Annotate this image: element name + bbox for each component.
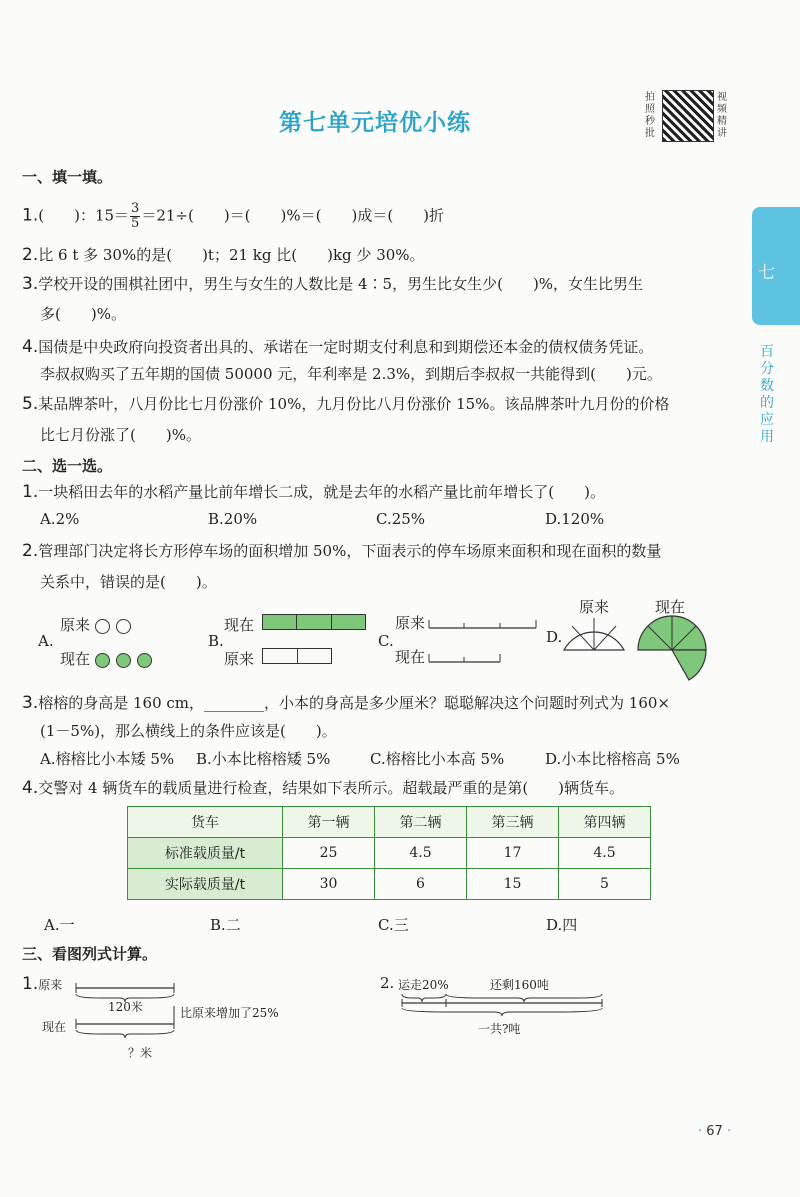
s2-q2-option-a[interactable]: A.	[38, 632, 54, 650]
option-b-orig-label: 原来	[224, 650, 255, 668]
s1-q1: 1.( )：15＝ $\frac{3}{5}$ ＝21÷( )＝( )%＝( )成＝( )折	[22, 201, 445, 231]
s2-q2-line2: 关系中，错误的是( )。	[40, 573, 217, 591]
option-d-orig-label: 原来	[579, 598, 610, 616]
s2-q2-option-b[interactable]: B.	[208, 632, 224, 650]
circle-empty-icon	[95, 619, 110, 634]
section-1-heading: 一、填一填。	[22, 168, 113, 186]
circle-filled-icon	[95, 653, 110, 668]
fraction: $\frac{3}{5}$	[131, 201, 140, 231]
option-c-now-line	[428, 648, 508, 666]
option-d-now-label: 现在	[655, 598, 686, 616]
s2-q4-option-c[interactable]: C.三	[378, 916, 409, 934]
s2-q4: 4.交警对 4 辆货车的载质量进行检查，结果如下表所示。超载最严重的是第( )辆货车。	[22, 778, 625, 798]
circle-filled-icon	[137, 653, 152, 668]
circle-filled-icon	[116, 653, 131, 668]
truck-load-table	[127, 806, 651, 900]
page-title: 第七单元培优小练	[279, 110, 471, 136]
s2-q3-option-d[interactable]: D.小本比榕榕高 5%	[545, 750, 680, 768]
table-row: 标准载质量/t 25 4.5 17 4.5	[128, 838, 651, 869]
table-row: 实际载质量/t 30 6 15 5	[128, 869, 651, 900]
option-d-now-pie	[636, 614, 708, 690]
s1-q4-line1: 4.国债是中央政府向投资者出具的、承诺在一定时期支付利息和到期偿还本金的债权债务凭证。	[22, 337, 654, 357]
s2-q2-option-c[interactable]: C.	[378, 632, 394, 650]
option-b-now-label: 现在	[224, 616, 255, 634]
circle-empty-icon	[116, 619, 131, 634]
option-c-orig-label: 原来	[395, 614, 426, 632]
option-c-now-label: 现在	[395, 648, 426, 666]
s3-q2-number: 2.	[380, 974, 395, 992]
s2-q3-line2: (1－5%)，那么横线上的条件应该是( )。	[40, 722, 337, 740]
s3-q1-line-diagram	[70, 980, 210, 1046]
s3-q1-ask: ？米	[128, 1046, 153, 1060]
option-d-orig-semicircle	[560, 614, 630, 654]
s2-q2-line1: 2.管理部门决定将长方形停车场的面积增加 50%，下面表示的停车场原来面积和现在面积的数量	[22, 541, 662, 561]
page-number: · 67 ·	[698, 1124, 732, 1139]
s3-q1-length-label: 120米	[108, 1000, 143, 1014]
table-header-cell: 第二辆	[375, 807, 467, 838]
s2-q4-option-a[interactable]: A.一	[44, 916, 75, 934]
s1-q5-line1: 5.某品牌茶叶，八月份比七月份涨价 10%，九月份比八月份涨价 15%。该品牌茶叶九月份的价格	[22, 394, 670, 414]
s3-q2-total-label: 一共?吨	[478, 1022, 521, 1036]
s3-q1-note: 比原来增加了25%	[180, 1006, 279, 1020]
option-b-now-bar	[262, 614, 366, 630]
s2-q4-option-d[interactable]: D.四	[546, 916, 578, 934]
s2-q1-option-c[interactable]: C.25%	[376, 510, 426, 528]
s1-q3-line1: 3.学校开设的围棋社团中，男生与女生的人数比是 4∶5，男生比女生少( )%，女生比男生	[22, 274, 644, 294]
s2-q1-option-a[interactable]: A.2%	[40, 510, 80, 528]
section-3-heading: 三、看图列式计算。	[22, 945, 158, 963]
s2-q1-option-b[interactable]: B.20%	[208, 510, 258, 528]
qr-right-label: 视频精讲	[717, 92, 727, 139]
s2-q2-option-d[interactable]: D.	[546, 628, 563, 646]
option-a-original-row: 原来	[60, 614, 137, 635]
s3-q2-line-diagram	[398, 990, 608, 1020]
s1-q3-line2: 多( )%。	[40, 305, 126, 323]
unit-tab-label: 七	[758, 263, 775, 283]
section-2-heading: 二、选一选。	[22, 457, 113, 475]
qr-left-label: 拍照秒批	[645, 92, 655, 139]
s1-q4-line2: 李叔叔购买了五年期的国债 50000 元，年利率是 2.3%，到期后李叔叔一共能得到( )元。	[40, 365, 662, 383]
qr-code-icon[interactable]	[662, 90, 714, 142]
s3-q2-left-label: 还剩160吨	[490, 978, 549, 992]
s1-q2: 2.比 6 t 多 30%的是( )t；21 kg 比( )kg 少 30%。	[22, 245, 425, 265]
table-header-row	[128, 807, 651, 838]
s1-q5-line2: 比七月份涨了( )%。	[40, 426, 201, 444]
table-header-cell: 第三辆	[467, 807, 559, 838]
table-header-cell: 第一辆	[283, 807, 375, 838]
s2-q1: 1.一块稻田去年的水稻产量比前年增长二成，就是去年的水稻产量比前年增长了( )。	[22, 482, 605, 502]
s3-q1-number: 1.原来	[22, 974, 63, 994]
s2-q3-option-c[interactable]: C.榕榕比小本高 5%	[370, 750, 505, 768]
option-c-orig-line	[428, 614, 538, 632]
s3-q2-moved-label: 运走20%	[398, 978, 449, 992]
s3-q1-now-label: 现在	[42, 1020, 67, 1034]
table-header-cell: 货车	[128, 807, 283, 838]
s2-q3-line1: 3.榕榕的身高是 160 cm，________，小本的身高是多少厘米？聪聪解决这个问题时列式为 160×	[22, 693, 670, 713]
option-b-orig-bar	[262, 648, 332, 664]
unit-side-label: 百分数的应用	[760, 344, 774, 445]
option-a-now-row: 现在	[60, 648, 158, 669]
table-header-cell: 第四辆	[559, 807, 651, 838]
s2-q1-option-d[interactable]: D.120%	[545, 510, 605, 528]
s2-q3-option-b[interactable]: B.小本比榕榕矮 5%	[196, 750, 331, 768]
s2-q3-option-a[interactable]: A.榕榕比小本矮 5%	[40, 750, 175, 768]
s2-q4-option-b[interactable]: B.二	[210, 916, 241, 934]
